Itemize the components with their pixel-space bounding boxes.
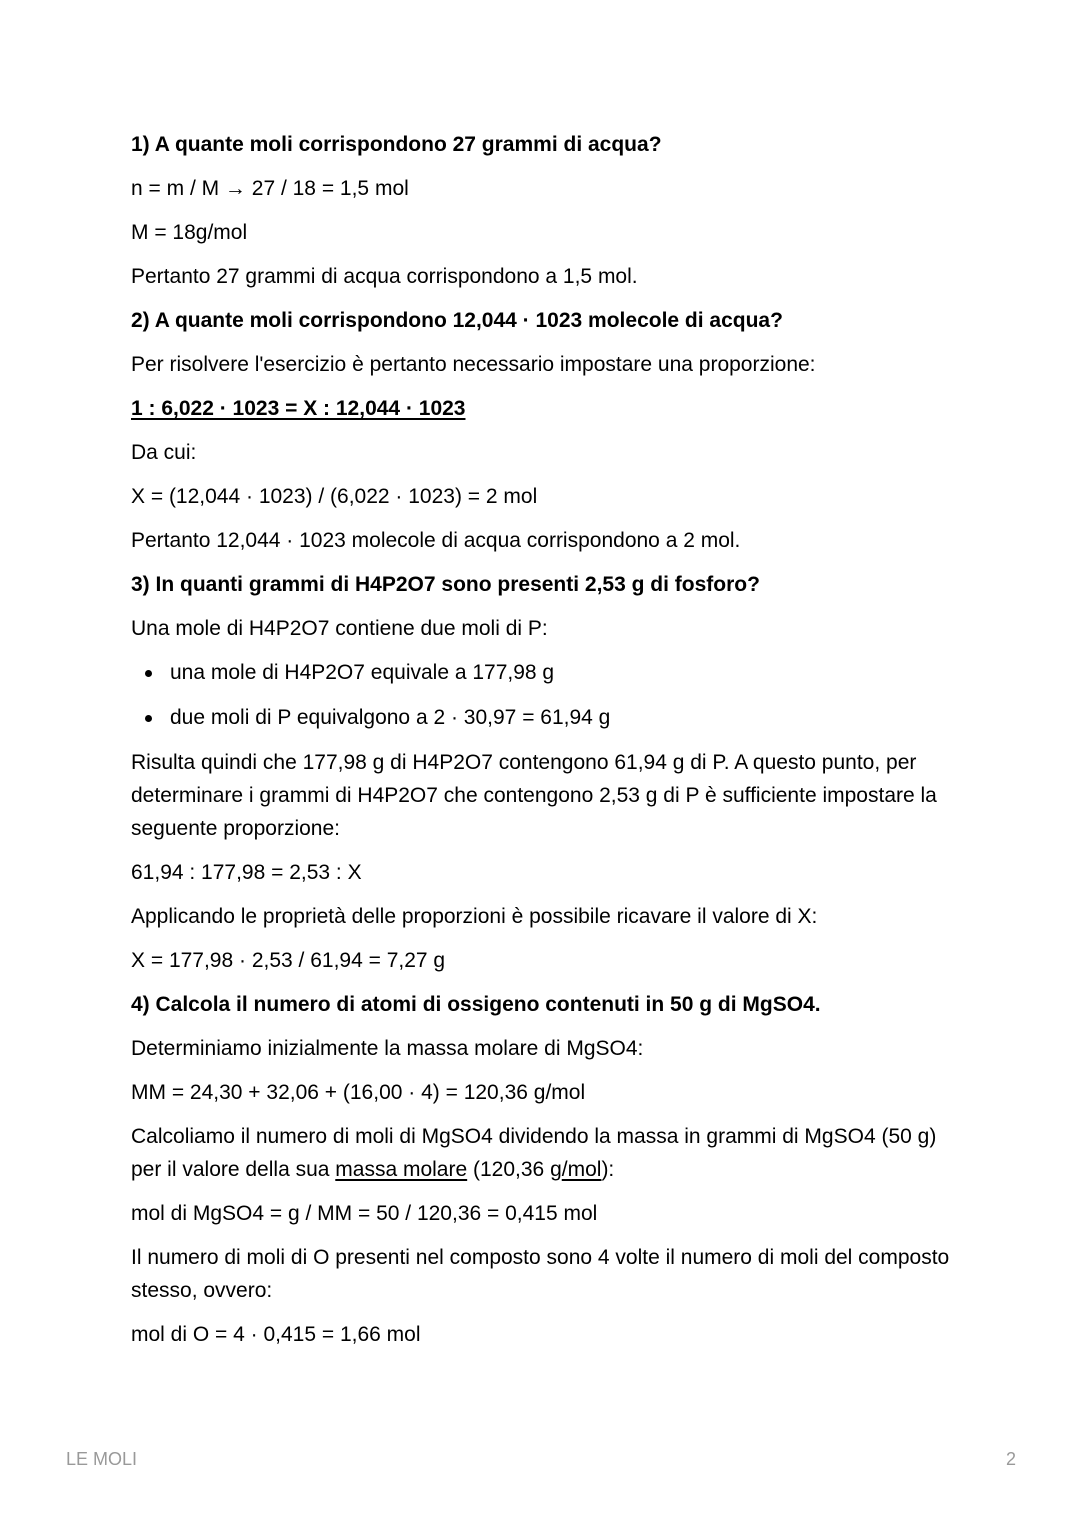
- page-number: 2: [1005, 1449, 1016, 1469]
- bullet-text: due moli di P equivalgono a 2 · 30,97 = 61,94 g: [170, 706, 611, 729]
- list-item: [131, 656, 961, 689]
- q3-paragraph-2: Applicando le proprietà delle proporzioni è possibile ricavare il valore di X:: [131, 905, 818, 928]
- bullet-icon: [145, 715, 152, 722]
- q4-paragraph-1: [131, 1120, 961, 1186]
- q3-bullet-list: [131, 656, 961, 734]
- q4-result: mol di O = 4 · 0,415 = 1,66 mol: [131, 1323, 421, 1346]
- bullet-text: una mole di H4P2O7 equivale a 177,98 g: [170, 661, 555, 684]
- q2-dacui: Da cui:: [131, 441, 197, 464]
- q1-result: Pertanto 27 grammi di acqua corrispondono a 1,5 mol.: [131, 265, 638, 288]
- question-2-title: 2) A quante moli corrispondono 12,044 · 1023 molecole di acqua?: [131, 309, 783, 332]
- question-3-title: 3) In quanti grammi di H4P2O7 sono presenti 2,53 g di fosforo?: [131, 573, 760, 596]
- q4-molar-mass: MM = 24,30 + 32,06 + (16,00 · 4) = 120,36 g/mol: [131, 1081, 586, 1104]
- q1-formula: n = m / M → 27 / 18 = 1,5 mol: [131, 177, 409, 200]
- question-4-title: 4) Calcola il numero di atomi di ossigeno contenuti in 50 g di MgSO4.: [131, 993, 821, 1016]
- q2-calc: X = (12,044 · 1023) / (6,022 · 1023) = 2 mol: [131, 485, 538, 508]
- q3-paragraph-1: Risulta quindi che 177,98 g di H4P2O7 contengono 61,94 g di P. A questo punto, per determinare i grammi di H4P2O7 che contengono 2,53 g di P è sufficiente impostare la seguente proporzione:: [131, 751, 937, 840]
- q2-result: Pertanto 12,044 · 1023 molecole di acqua corrispondono a 2 mol.: [131, 529, 741, 552]
- list-item: [131, 701, 961, 734]
- q4-paragraph-2: Il numero di moli di O presenti nel composto sono 4 volte il numero di moli del composto stesso, ovvero:: [131, 1246, 950, 1302]
- massa-molare-link[interactable]: massa molare: [335, 1158, 468, 1181]
- q2-proportion: 1 : 6,022 · 1023 = X : 12,044 · 1023: [131, 397, 466, 420]
- q4-para1-text-b: (120,36 g: [467, 1158, 562, 1181]
- q2-intro: Per risolvere l'esercizio è pertanto necessario impostare una proporzione:: [131, 353, 816, 376]
- q3-intro: Una mole di H4P2O7 contiene due moli di P:: [131, 617, 548, 640]
- mol-link[interactable]: /mol: [561, 1158, 602, 1181]
- document-body: [131, 128, 961, 1362]
- q4-moles: mol di MgSO4 = g / MM = 50 / 120,36 = 0,415 mol: [131, 1202, 598, 1225]
- q4-intro: Determiniamo inizialmente la massa molare di MgSO4:: [131, 1037, 644, 1060]
- q2-proportion-row: [131, 392, 961, 425]
- q3-proportion: 61,94 : 177,98 = 2,53 : X: [131, 861, 362, 884]
- q4-para1-text-a: Calcoliamo il numero di moli di MgSO4 dividendo la massa in grammi di MgSO4 (50 g) per il valore della sua: [131, 1125, 937, 1181]
- q1-molar-mass: M = 18g/mol: [131, 221, 248, 244]
- q4-para1-text-c: ):: [601, 1158, 615, 1181]
- question-1-title: 1) A quante moli corrispondono 27 grammi di acqua?: [131, 133, 662, 156]
- q3-result: X = 177,98 · 2,53 / 61,94 = 7,27 g: [131, 949, 446, 972]
- footer-title: LE MOLI: [66, 1449, 138, 1469]
- bullet-icon: [145, 670, 152, 677]
